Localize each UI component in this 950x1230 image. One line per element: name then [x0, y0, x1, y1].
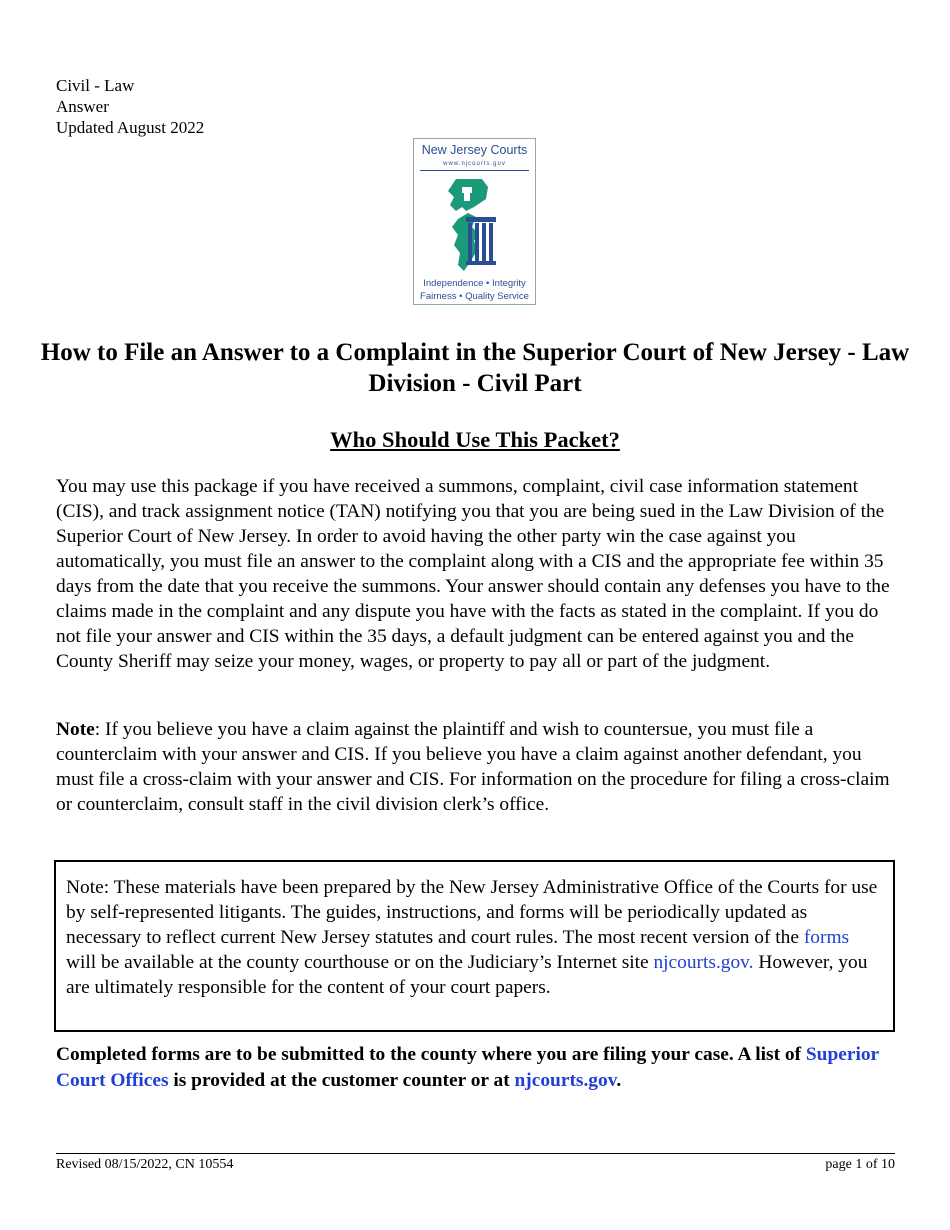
header-updated-date: Updated August 2022: [56, 118, 205, 137]
njcourts-gov-link[interactable]: njcourts.gov: [514, 1070, 617, 1091]
disclaimer-text-1: Note: These materials have been prepared by the New Jersey Administrative Office of the Courts for use by self-represented litigants. The guides, instructions, and forms will be periodically updated as necessary to reflect current New Jersey statutes and court rules. The most recent version of the: [66, 877, 878, 948]
submission-instructions: [56, 1042, 898, 1094]
logo-tagline-1: Independence • Integrity: [423, 278, 526, 289]
header-form-type: Answer: [56, 97, 109, 116]
disclaimer-box: [54, 860, 895, 1032]
njcourts-link[interactable]: njcourts.gov.: [653, 952, 754, 973]
note-text: : If you believe you have a claim against the plaintiff and wish to countersue, you must file a counterclaim with your answer and CIS. If you believe you have a claim against another defendant, you must file a cross-claim with your answer and CIS. For information on the procedure for filing a cross-claim or counterclaim, consult staff in the civil division clerk’s office.: [56, 719, 890, 815]
logo-divider: [420, 170, 529, 171]
page-title: How to File an Answer to a Complaint in the Superior Court of New Jersey - Law Division - Civil Part: [40, 339, 910, 397]
logo-title: New Jersey Courts: [421, 143, 528, 157]
disclaimer-text-2: will be available at the county courthouse or on the Judiciary’s Internet site: [66, 952, 654, 973]
footer-page-number: page 1 of 10: [825, 1157, 895, 1172]
submission-text-2: is provided at the customer counter or at: [168, 1070, 515, 1091]
section-heading-text: Who Should Use This Packet?: [330, 427, 620, 452]
superior-court-offices-link[interactable]: Superior Court Offices: [56, 1044, 879, 1091]
logo-tagline-2: Fairness • Quality Service: [420, 291, 529, 302]
submission-text-3: .: [616, 1070, 622, 1091]
intro-paragraph: You may use this package if you have received a summons, complaint, civil case information statement (CIS), and track assignment notice (TAN) notifying you that you are being sued in the Law Division of the Superior Court of New Jersey. In order to avoid having the other party win the case against you automatically, you must file an answer to the complaint along with a CIS and the appropriate fee within 35 days from the date that you receive the summons. Your answer should contain any defenses you have to the claims made in the complaint and any dispute you have with the facts as stated in the complaint. If you do not file your answer and CIS within the 35 days, a default judgment can be entered against you and the County Sheriff may seize your money, wages, or property to pay all or part of the judgment.: [56, 476, 890, 672]
footer-divider: [56, 1153, 895, 1154]
section-heading: [0, 427, 950, 453]
footer-revision: Revised 08/15/2022, CN 10554: [56, 1157, 234, 1172]
counterclaim-note: [56, 717, 898, 817]
disclaimer-text-3: However, you are ultimately responsible for the content of your court papers.: [66, 952, 868, 998]
nj-courts-logo: [413, 138, 536, 305]
document-header: [56, 75, 204, 138]
nj-state-columns-icon: [444, 177, 506, 277]
note-label: Note: [56, 719, 95, 740]
submission-text-1: Completed forms are to be submitted to the county where you are filing your case. A list of: [56, 1044, 806, 1065]
forms-link[interactable]: forms: [803, 927, 850, 948]
header-category: Civil - Law: [56, 76, 135, 95]
logo-url: www.njcourts.gov: [443, 161, 506, 167]
